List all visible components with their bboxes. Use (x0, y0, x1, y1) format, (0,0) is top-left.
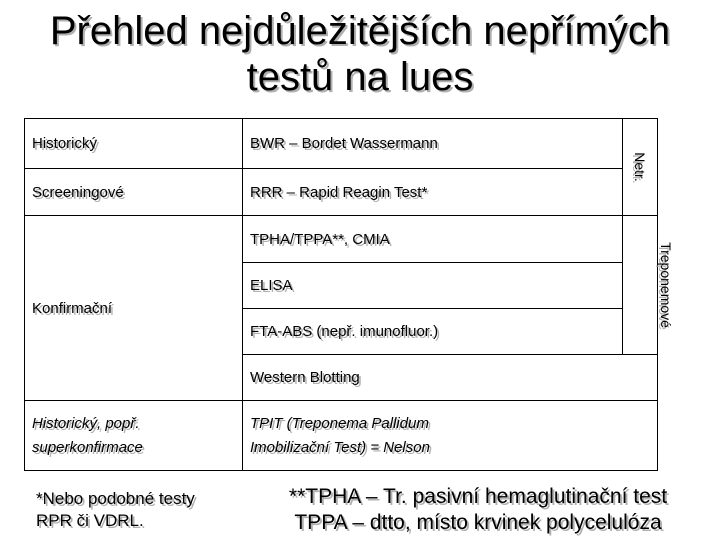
test-cell: FTA-ABS (nepř. imunofluor.) (243, 309, 623, 355)
page-title (0, 8, 720, 100)
footnote-left-line-2: RPR či VDRL. (36, 511, 144, 530)
category-cell: Konfirmační (25, 216, 243, 401)
footnote-right-line-1: **TPHA – Tr. pasivní hemaglutinační test (288, 485, 668, 508)
side-label-netr-text: Netr. (631, 151, 648, 182)
test-cell: RRR – Rapid Reagin Test* (243, 169, 623, 216)
test-line-2: Imobilizační Test) = Nelson (250, 438, 430, 456)
table-row (25, 216, 658, 263)
test-cell (243, 401, 658, 471)
footnote-right-line-2: TPPA – dtto, místo krvinek polycelulóza (294, 511, 662, 534)
test-overview-table (24, 118, 674, 471)
category-cell: Screeningové (25, 169, 243, 216)
title-line-2: testů na lues (246, 55, 474, 99)
category-line-2: superkonfirmace (32, 438, 143, 456)
category-cell (25, 401, 243, 471)
test-line-1: TPIT (Treponema Pallidum (250, 414, 429, 432)
test-cell: Western Blotting (243, 355, 658, 401)
test-cell: TPHA/TPPA**, CMIA (243, 216, 623, 263)
footnote-left (36, 488, 236, 532)
table-row (25, 169, 658, 216)
side-label-treponemove-text: Treponemové (657, 241, 674, 328)
category-line-1: Historický, popř. (32, 414, 140, 432)
side-label-netr (623, 119, 658, 216)
table-row (25, 401, 658, 471)
title-line-1: Přehled nejdůležitějších nepřímých (49, 9, 671, 53)
test-cell: ELISA (243, 263, 623, 309)
category-cell: Historický (25, 119, 243, 169)
footnote-left-line-1: *Nebo podobné testy (36, 489, 195, 508)
footnote-right (248, 484, 708, 536)
table-row (25, 119, 658, 169)
test-cell: BWR – Bordet Wassermann (243, 119, 623, 169)
side-label-treponemove (623, 216, 674, 355)
